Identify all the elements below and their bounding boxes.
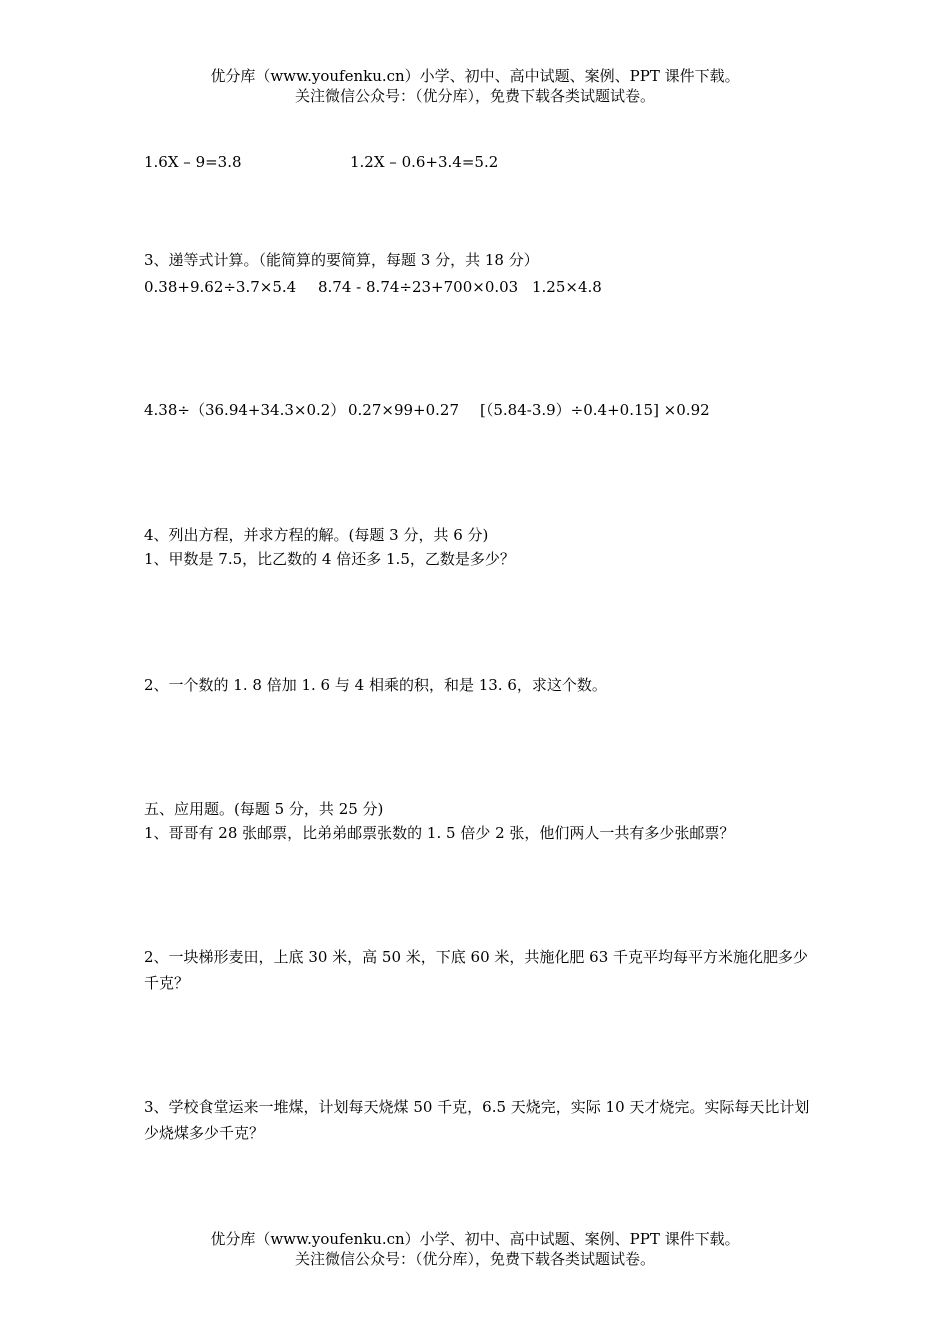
equation-2: 1.2X – 0.6+3.4=5.2: [350, 153, 499, 171]
section-4-question-1: 1、甲数是 7.5，比乙数的 4 倍还多 1.5，乙数是多少？: [144, 550, 515, 568]
section-3-title: 3、递等式计算。（能简算的要简算，每题 3 分，共 18 分）: [144, 251, 539, 269]
calc-3: 1.25×4.8: [532, 278, 602, 296]
section-4-question-2: 2、一个数的 1. 8 倍加 1. 6 与 4 相乘的积，和是 13. 6，求这个数。: [144, 676, 607, 694]
calc-4: 4.38÷（36.94+34.3×0.2）: [144, 401, 346, 419]
section-5-question-2: 2、一块梯形麦田，上底 30 米，高 50 米，下底 60 米，共施化肥 63 千克平均每平方米施化肥多少千克？: [144, 948, 809, 992]
section-5-title: 五、应用题。(每题 5 分，共 25 分): [144, 800, 384, 818]
equation-1: 1.6X – 9=3.8: [144, 153, 242, 171]
calc-2: 8.74 - 8.74÷23+700×0.03: [318, 278, 519, 296]
calc-6: [（5.84-3.9）÷0.4+0.15] ×0.92: [480, 401, 710, 419]
footer-line-1: 优分库（www.youfenku.cn）小学、初中、高中试题、案例、PPT 课件下载。: [210, 1230, 740, 1248]
section-4-title: 4、列出方程，并求方程的解。(每题 3 分，共 6 分): [144, 526, 489, 544]
footer-line-2: 关注微信公众号：（优分库），免费下载各类试题试卷。: [294, 1250, 655, 1268]
calc-1: 0.38+9.62÷3.7×5.4: [144, 278, 297, 296]
section-5-question-1: 1、哥哥有 28 张邮票，比弟弟邮票张数的 1. 5 倍少 2 张，他们两人一共有多少张邮票？: [144, 824, 735, 842]
header-line-1: 优分库（www.youfenku.cn）小学、初中、高中试题、案例、PPT 课件下载。: [210, 67, 740, 85]
section-5-question-3: 3、学校食堂运来一堆煤，计划每天烧煤 50 千克，6.5 天烧完，实际 10 天才烧完。实际每天比计划少烧煤多少千克？: [144, 1098, 810, 1142]
calc-5: 0.27×99+0.27: [348, 401, 460, 419]
header-line-2: 关注微信公众号：（优分库），免费下载各类试题试卷。: [294, 87, 655, 105]
